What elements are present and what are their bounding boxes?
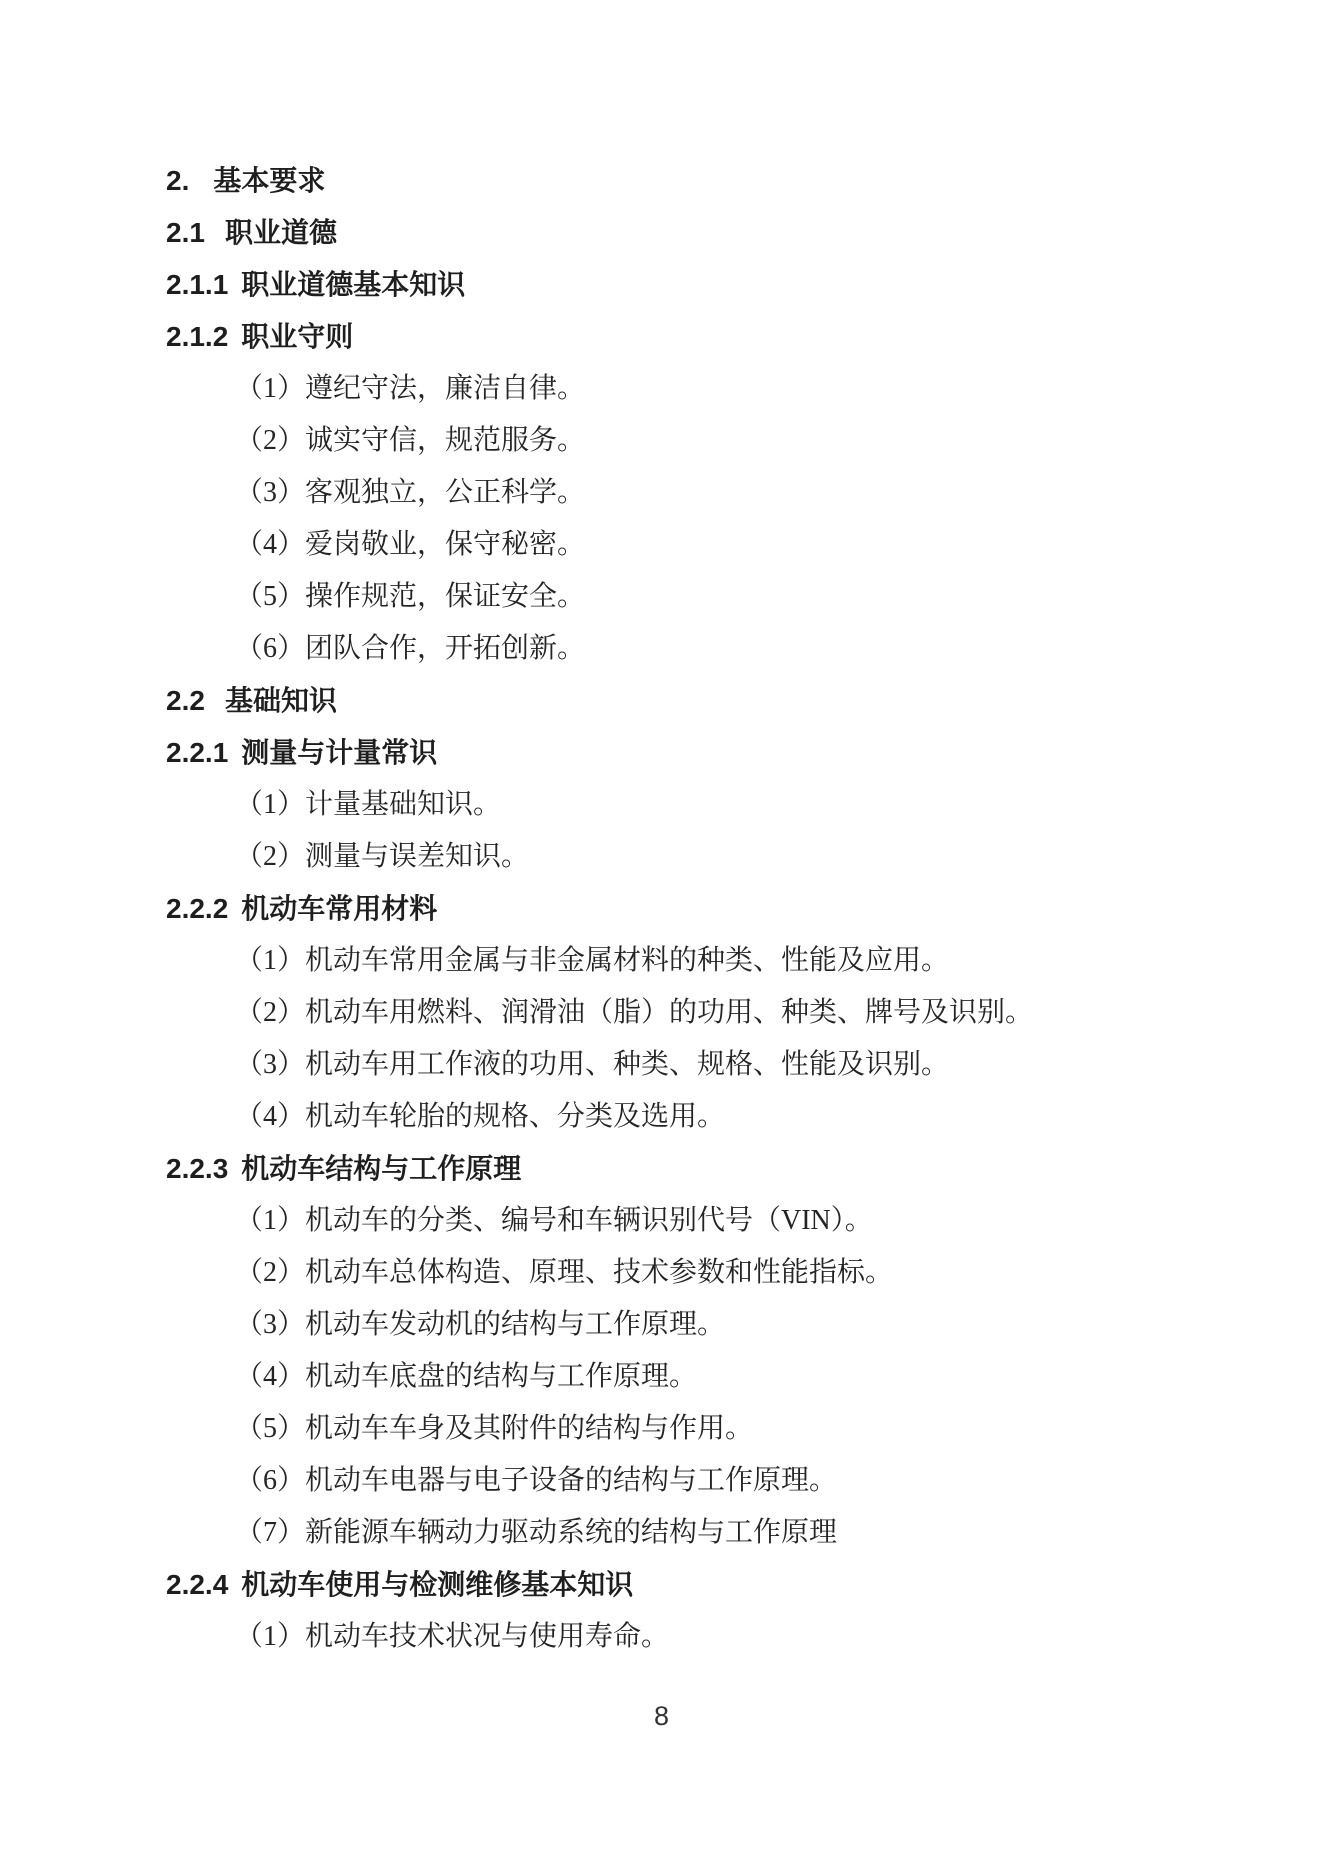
list-item [166,1351,1033,1403]
section-heading [166,207,1033,259]
list-item [166,987,1033,1039]
item-text: （4）爱岗敬业，保守秘密。 [235,529,586,560]
list-item [166,415,1033,467]
heading-number: 2.1.2 [166,321,229,352]
heading-label: 测量与计量常识 [241,737,438,768]
item-text: （2）测量与误差知识。 [235,841,530,872]
list-item [166,779,1033,831]
list-item [166,1403,1033,1455]
list-item [166,1039,1033,1091]
list-item [166,831,1033,883]
item-text: （6）机动车电器与电子设备的结构与工作原理。 [235,1465,838,1496]
item-text: （1）遵纪守法，廉洁自律。 [235,373,586,404]
heading-number: 2.1.1 [166,269,229,300]
page-number: 8 [653,1701,670,1731]
item-text: （2）机动车用燃料、润滑油（脂）的功用、种类、牌号及识别。 [235,997,1034,1028]
section-heading [166,1559,1033,1611]
list-item [166,519,1033,571]
list-item [166,571,1033,623]
heading-number: 2. [166,165,190,196]
heading-label: 机动车常用材料 [241,893,438,924]
section-heading [166,259,1033,311]
heading-label: 职业守则 [241,321,354,352]
item-text: （3）机动车发动机的结构与工作原理。 [235,1309,726,1340]
section-heading [166,883,1033,935]
section-heading [166,675,1033,727]
section-heading [166,311,1033,363]
item-text: （3）客观独立，公正科学。 [235,477,586,508]
section-heading [166,155,1033,207]
list-item [166,1195,1033,1247]
heading-label: 机动车结构与工作原理 [241,1153,522,1184]
heading-label: 职业道德 [224,217,337,248]
item-text: （5）机动车车身及其附件的结构与作用。 [235,1413,754,1444]
list-item [166,935,1033,987]
item-text: （1）机动车常用金属与非金属材料的种类、性能及应用。 [235,945,950,976]
item-text: （1）机动车的分类、编号和车辆识别代号（VIN）。 [235,1205,873,1236]
heading-number: 2.2.1 [166,737,229,768]
item-text: （3）机动车用工作液的功用、种类、规格、性能及识别。 [235,1049,950,1080]
item-text: （4）机动车底盘的结构与工作原理。 [235,1361,698,1392]
document-body [166,155,1033,1663]
heading-label: 职业道德基本知识 [241,269,466,300]
item-text: （7）新能源车辆动力驱动系统的结构与工作原理 [235,1517,838,1548]
list-item [166,1507,1033,1559]
section-heading [166,1143,1033,1195]
heading-number: 2.2.4 [166,1569,229,1600]
heading-number: 2.1 [166,217,205,248]
list-item [166,1247,1033,1299]
list-item [166,623,1033,675]
list-item [166,1299,1033,1351]
item-text: （4）机动车轮胎的规格、分类及选用。 [235,1101,726,1132]
item-text: （1）机动车技术状况与使用寿命。 [235,1621,670,1652]
item-text: （1）计量基础知识。 [235,789,502,820]
heading-number: 2.2 [166,685,205,716]
list-item [166,467,1033,519]
section-heading [166,727,1033,779]
heading-label: 基础知识 [224,685,337,716]
list-item [166,1091,1033,1143]
heading-label: 机动车使用与检测维修基本知识 [241,1569,634,1600]
item-text: （2）机动车总体构造、原理、技术参数和性能指标。 [235,1257,894,1288]
item-text: （5）操作规范，保证安全。 [235,581,586,612]
heading-number: 2.2.2 [166,893,229,924]
heading-label: 基本要求 [213,165,326,196]
list-item [166,363,1033,415]
list-item [166,1455,1033,1507]
item-text: （6）团队合作，开拓创新。 [235,633,586,664]
heading-number: 2.2.3 [166,1153,229,1184]
list-item [166,1611,1033,1663]
item-text: （2）诚实守信，规范服务。 [235,425,586,456]
